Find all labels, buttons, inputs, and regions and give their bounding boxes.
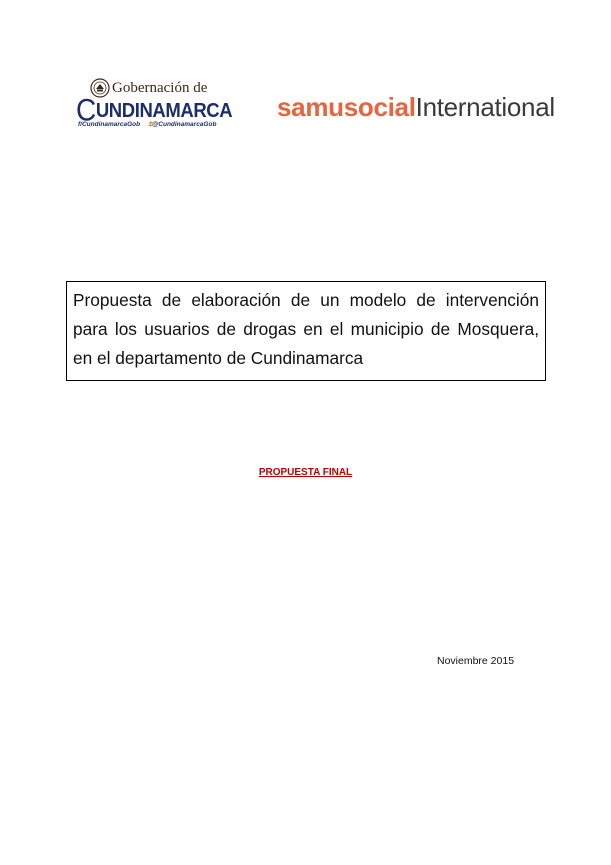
twitter-icon: 𝕿 <box>147 121 152 128</box>
document-date: Noviembre 2015 <box>437 655 515 667</box>
samusocial-wordmark-part2: International <box>415 92 555 122</box>
twitter-handle: @CundinamarcaGob <box>151 121 217 128</box>
gobernacion-cundinamarca-logo <box>76 76 233 132</box>
samusocial-wordmark-part1: samusocial <box>277 92 416 122</box>
document-title: Propuesta de elaboración de un modelo de intervención para los usuarios de drogas en el municipio de Mosquera, en el departamento de Cundinamarca <box>73 290 539 368</box>
gobernacion-line1: Gobernación de <box>112 80 208 96</box>
facebook-handle: f/CundinamarcaGob <box>78 121 141 128</box>
document-title-box <box>66 281 546 381</box>
cundinamarca-wordmark <box>76 89 233 128</box>
cundinamarca-rest: UNDINAMARCA <box>95 97 233 122</box>
gobernacion-social-handles <box>78 121 216 129</box>
cundinamarca-initial: C <box>76 92 96 128</box>
document-status-label: PROPUESTA FINAL <box>258 467 353 478</box>
samusocial-international-logo <box>277 90 555 124</box>
